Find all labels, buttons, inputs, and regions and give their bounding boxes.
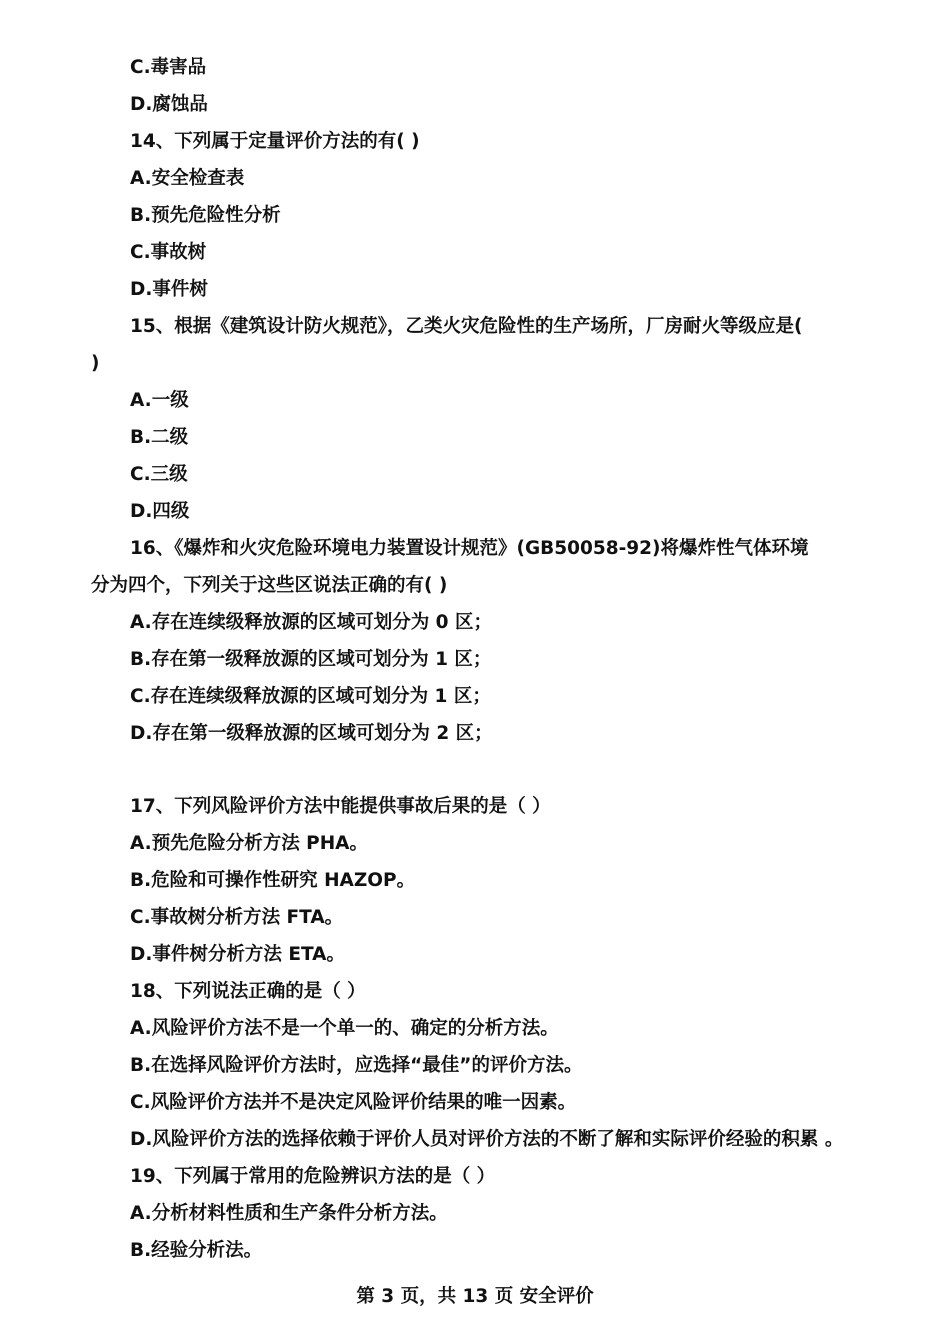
option-b-q18: B.在选择风险评价方法时，应选择“最佳”的评价方法。 [130,1055,583,1076]
option-a-q16: A.存在连续级释放源的区域可划分为 0 区； [130,612,492,633]
question-16-continued: 分为四个，下列关于这些区说法正确的有( ) [91,575,448,596]
option-b-q15: B.二级 [130,427,189,448]
option-b-q16: B.存在第一级释放源的区域可划分为 1 区； [130,649,492,670]
question-18: 18、下列说法正确的是（ ） [130,981,366,1002]
question-17: 17、下列风险评价方法中能提供事故后果的是（ ） [130,796,551,817]
option-c-q18: C.风险评价方法并不是决定风险评价结果的唯一因素。 [130,1092,577,1113]
question-14: 14、下列属于定量评价方法的有( ) [130,131,420,152]
question-15: 15、根据《建筑设计防火规范》，乙类火灾危险性的生产场所，厂房耐火等级应是( [130,316,803,337]
option-a-q15: A.一级 [130,390,189,411]
option-c-q13: C.毒害品 [130,57,207,78]
option-c-q15: C.三级 [130,464,188,485]
question-19: 19、下列属于常用的危险辨识方法的是（ ） [130,1166,496,1187]
option-a-q17: A.预先危险分析方法 PHA。 [130,833,368,854]
option-d-q14: D.事件树 [130,279,208,300]
question-16: 16、《爆炸和火灾危险环境电力装置设计规范》(GB50058-92)将爆炸性气体环境 [130,538,809,559]
option-b-q17: B.危险和可操作性研究 HAZOP。 [130,870,416,891]
option-b-q19: B.经验分析法。 [130,1240,263,1261]
option-c-q17: C.事故树分析方法 FTA。 [130,907,344,928]
option-d-q16: D.存在第一级释放源的区域可划分为 2 区； [130,723,493,744]
option-b-q14: B.预先危险性分析 [130,205,281,226]
page-footer: 第 3 页，共 13 页 安全评价 [356,1286,594,1307]
option-d-q18: D.风险评价方法的选择依赖于评价人员对评价方法的不断了解和实际评价经验的积累 。 [130,1129,844,1150]
option-a-q18: A.风险评价方法不是一个单一的、确定的分析方法。 [130,1018,559,1039]
option-c-q16: C.存在连续级释放源的区域可划分为 1 区； [130,686,491,707]
option-d-q15: D.四级 [130,501,190,522]
option-a-q14: A.安全检查表 [130,168,245,189]
option-d-q13: D.腐蚀品 [130,94,208,115]
option-d-q17: D.事件树分析方法 ETA。 [130,944,345,965]
option-c-q14: C.事故树 [130,242,207,263]
option-a-q19: A.分析材料性质和生产条件分析方法。 [130,1203,448,1224]
question-15-continued: ) [91,353,100,374]
